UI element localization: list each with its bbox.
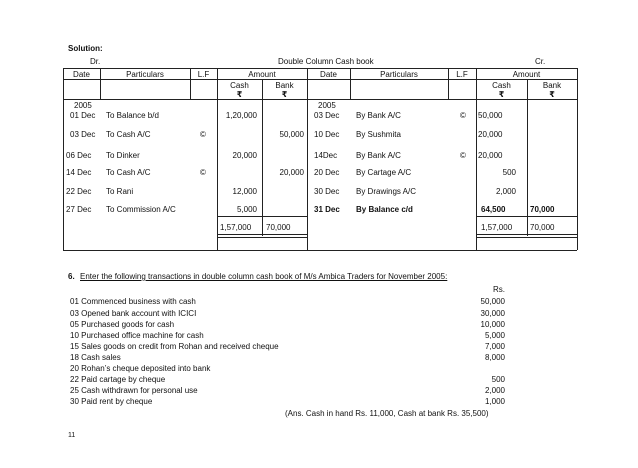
table-cell-cash: 64,500 xyxy=(481,205,506,214)
header-bank-left: Bank xyxy=(275,81,294,90)
table-cell-date: 22 Dec xyxy=(66,187,92,196)
table-cell-lf: © xyxy=(460,111,466,120)
header-lf-right: L.F xyxy=(456,70,468,79)
question-heading: Enter the following transactions in double column cash book of M/s Ambica Traders for November 2005: xyxy=(80,272,448,281)
page-number: 11 xyxy=(68,432,76,439)
table-cell-particulars: By Sushmita xyxy=(356,130,401,139)
question-number: 6. xyxy=(68,272,75,281)
list-item-amount: 1,000 xyxy=(484,397,505,406)
year-left: 2005 xyxy=(74,101,92,110)
list-item: 22 Paid cartage by cheque xyxy=(70,375,166,384)
list-item: 10 Purchased office machine for cash xyxy=(70,331,204,340)
table-cell-date: 10 Dec xyxy=(314,130,340,139)
cashbook-title: Double Column Cash book xyxy=(278,57,374,66)
table-cell-cash: 20,000 xyxy=(232,151,257,160)
list-item: 03 Opened bank account with ICICI xyxy=(70,309,197,318)
list-item: 18 Cash sales xyxy=(70,353,121,362)
list-item-amount: 7,000 xyxy=(484,342,505,351)
rupee-symbol: ₹ xyxy=(549,90,555,99)
table-cell-cash: 12,000 xyxy=(232,187,257,196)
table-cell-cash: 20,000 xyxy=(478,130,503,139)
list-item: 20 Rohan’s cheque deposited into bank xyxy=(70,364,211,373)
rs-label: Rs. xyxy=(493,285,505,294)
right-total-bank: 70,000 xyxy=(530,223,555,232)
table-cell-date: 31 Dec xyxy=(314,205,340,214)
left-total-bank: 70,000 xyxy=(266,223,291,232)
list-item-amount: 30,000 xyxy=(480,309,505,318)
table-cell-lf: © xyxy=(200,130,206,139)
table-cell-bank: 50,000 xyxy=(279,130,304,139)
table-cell-particulars: By Bank A/C xyxy=(356,151,401,160)
table-cell-cash: 500 xyxy=(502,168,516,177)
list-item: 25 Cash withdrawn for personal use xyxy=(70,386,198,395)
list-item-amount: 500 xyxy=(491,375,505,384)
dr-label: Dr. xyxy=(90,57,101,66)
header-cash-right: Cash xyxy=(492,81,511,90)
rupee-symbol: ₹ xyxy=(281,90,288,99)
year-right: 2005 xyxy=(318,101,336,110)
table-cell-particulars: To Rani xyxy=(106,187,134,196)
table-cell-date: 06 Dec xyxy=(66,151,92,160)
table-cell-particulars: By Bank A/C xyxy=(356,111,401,120)
header-date-right: Date xyxy=(320,70,337,79)
table-cell-lf: © xyxy=(460,151,466,160)
table-cell-particulars: To Commission A/C xyxy=(106,205,176,214)
list-item-amount: 8,000 xyxy=(484,353,505,362)
table-cell-date: 03 Dec xyxy=(70,130,96,139)
table-cell-date: 14Dec xyxy=(314,151,338,160)
header-date-left: Date xyxy=(73,70,90,79)
list-item: 05 Purchased goods for cash xyxy=(70,320,175,329)
table-cell-date: 30 Dec xyxy=(314,187,340,196)
header-amount-left: Amount xyxy=(248,70,276,79)
table-cell-cash: 20,000 xyxy=(478,151,503,160)
header-cash-left: Cash xyxy=(230,81,249,90)
table-cell-bank: 70,000 xyxy=(530,205,555,214)
table-cell-date: 03 Dec xyxy=(314,111,340,120)
table-cell-particulars: To Dinker xyxy=(106,151,140,160)
table-cell-particulars: To Cash A/C xyxy=(106,130,151,139)
list-item-amount: 50,000 xyxy=(480,297,505,306)
answer-note: (Ans. Cash in hand Rs. 11,000, Cash at bank Rs. 35,500) xyxy=(285,409,489,418)
table-cell-date: 14 Dec xyxy=(66,168,92,177)
header-particulars-left: Particulars xyxy=(126,70,164,79)
header-bank-right: Bank xyxy=(542,81,562,90)
table-cell-particulars: By Balance c/d xyxy=(356,205,413,214)
table-cell-date: 27 Dec xyxy=(66,205,92,214)
list-item: 15 Sales goods on credit from Rohan and received cheque xyxy=(70,342,279,351)
table-cell-particulars: By Cartage A/C xyxy=(356,168,412,177)
solution-heading: Solution: xyxy=(68,44,103,53)
table-cell-particulars: By Drawings A/C xyxy=(356,187,417,196)
cr-label: Cr. xyxy=(535,57,546,66)
right-total-cash: 1,57,000 xyxy=(481,223,513,232)
list-item-amount: 2,000 xyxy=(484,386,505,395)
table-cell-cash: 5,000 xyxy=(236,205,257,214)
header-amount-right: Amount xyxy=(512,70,541,79)
table-cell-cash: 50,000 xyxy=(478,111,503,120)
header-particulars-right: Particulars xyxy=(380,70,418,79)
table-cell-particulars: To Cash A/C xyxy=(106,168,151,177)
list-item-amount: 10,000 xyxy=(480,320,505,329)
table-cell-bank: 20,000 xyxy=(279,168,304,177)
list-item-amount: 5,000 xyxy=(484,331,505,340)
table-cell-lf: © xyxy=(200,168,206,177)
table-cell-cash: 2,000 xyxy=(495,187,516,196)
table-cell-date: 01 Dec xyxy=(70,111,96,120)
table-cell-particulars: To Balance b/d xyxy=(106,111,159,120)
table-cell-cash: 1,20,000 xyxy=(225,111,257,120)
list-item: 30 Paid rent by cheque xyxy=(70,397,153,406)
list-item: 01 Commenced business with cash xyxy=(70,297,196,306)
rupee-symbol: ₹ xyxy=(236,90,243,99)
table-cell-date: 20 Dec xyxy=(314,168,340,177)
rupee-symbol: ₹ xyxy=(498,90,505,99)
header-lf-left: L.F xyxy=(197,70,210,79)
left-total-cash: 1,57,000 xyxy=(220,223,252,232)
